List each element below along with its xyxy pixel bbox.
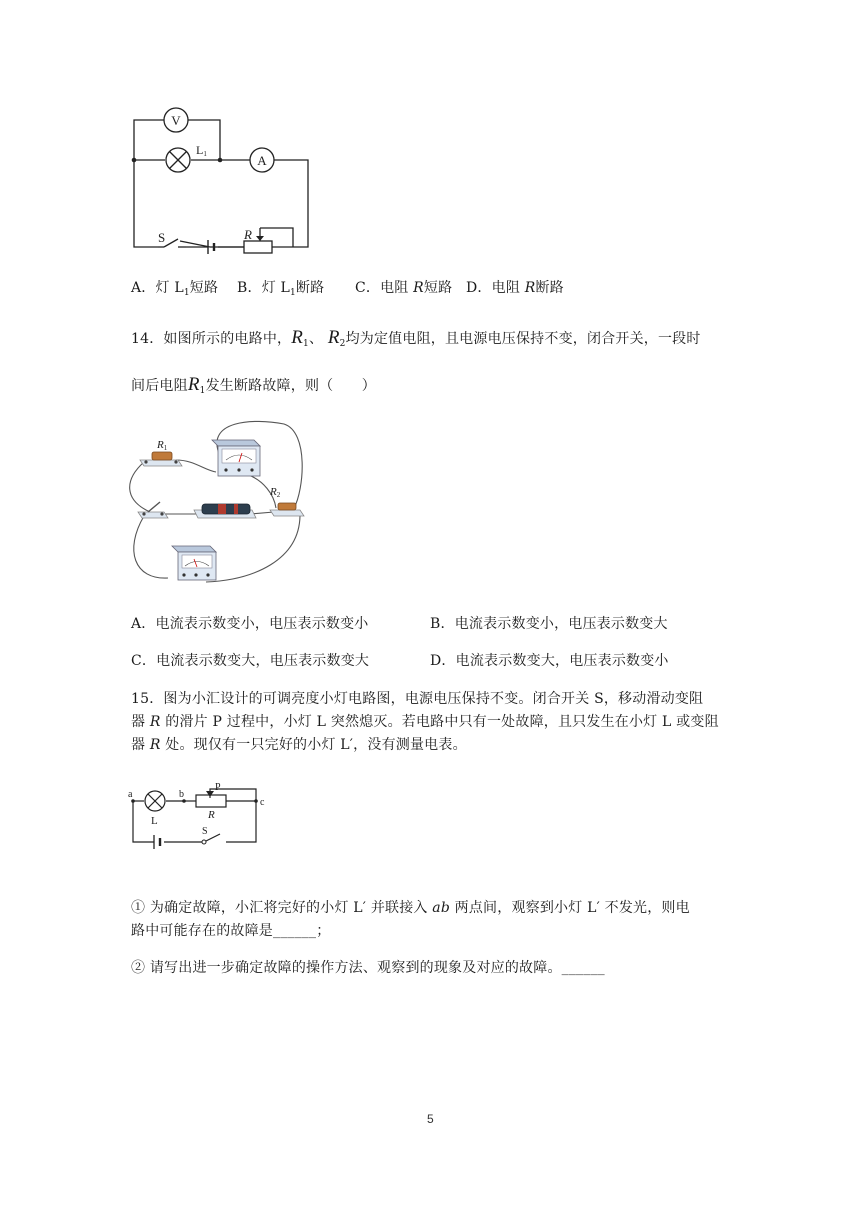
q15-sub1-line2[interactable]: 路中可能存在的故障是______； [131,923,331,939]
voltmeter-label: V [171,113,181,128]
lamp-l-label: L [151,815,158,827]
switch-device [138,502,168,518]
q15-stem-line3: 器 R 处。现仅有一只完好的小灯 L′，没有测量电表。 [131,737,467,753]
q14-stem-line2: 间后电阻$R_1$发生断路故障，则（ ） [131,374,376,396]
q13-option-c[interactable]: C．电阻 R短路 [355,280,453,296]
q15-sub2[interactable]: ② 请写出进一步确定故障的操作方法、观察到的现象及对应的故障。______ [131,960,605,976]
circuit-diagram-q15 [124,778,274,858]
rheostat-r-label: R [208,809,215,821]
q15-sub1-line1: ① 为确定故障，小汇将完好的小灯 L′ 并联接入 ab 两点间，观察到小灯 L′ 不发光，则电 [131,900,690,916]
switch-s-label: S [202,826,208,837]
physical-circuit-figure [124,420,309,595]
point-a-label: a [128,789,133,800]
point-c-label: c [260,797,265,808]
q13-option-b[interactable]: B．灯 $L_1$断路 [237,280,325,298]
resistor-r1 [140,452,182,466]
q15-stem-line2: 器 R 的滑片 P 过程中，小灯 L 突然熄灭。若电路中只有一处故障，且只发生在小灯 L 或变阻 [131,714,719,730]
page-number: 5 [427,1112,434,1126]
voltmeter-device [212,440,260,476]
slider-p-label: P [215,782,221,793]
q13-option-a[interactable]: A．灯 $L_1$短路 [131,280,219,298]
q13-option-d[interactable]: D．电阻 R断路 [466,280,564,296]
q15-stem-line1: 15．图为小汇设计的可调亮度小灯电路图，电源电压保持不变。闭合开关 S，移动滑动变阻 [131,691,704,707]
q14-stem-line1: 14．如图所示的电路中，$R_1$、 $R_2$均为定值电阻，且电源电压保持不变，闭合开关，一段时 [131,327,701,349]
switch-label: S [158,230,166,245]
battery-device [194,504,256,518]
q14-option-b[interactable]: B．电流表示数变小，电压表示数变大 [430,616,668,632]
circuit-diagram-1 [120,100,320,260]
ammeter-label: A [257,153,267,168]
point-b-label: b [179,789,184,800]
q14-option-a[interactable]: A．电流表示数变小，电压表示数变小 [131,616,369,632]
lamp-label: L1 [196,143,207,158]
ammeter-device [172,546,216,580]
q14-option-c[interactable]: C．电流表示数变大，电压表示数变大 [131,653,370,669]
fig-r2-label: R2 [270,486,281,499]
q14-option-d[interactable]: D．电流表示数变大，电压表示数变小 [430,653,669,669]
resistor-label: R [244,227,252,242]
fig-r1-label: R1 [157,439,168,452]
